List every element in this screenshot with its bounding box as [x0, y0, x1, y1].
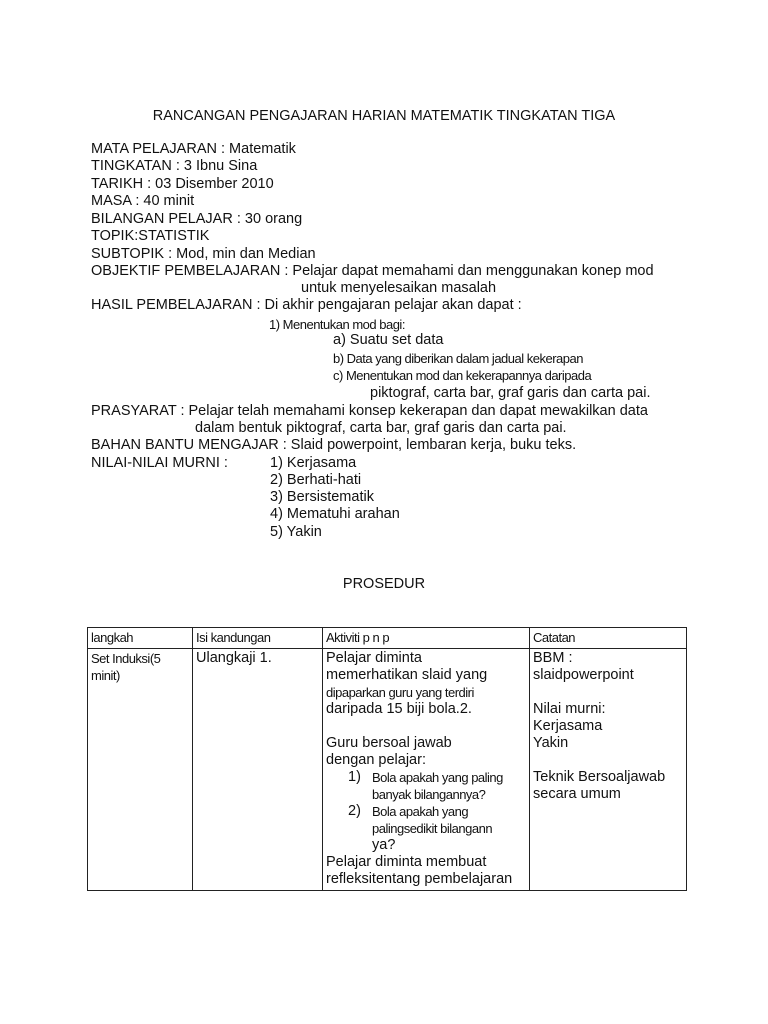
note-line: slaidpowerpoint [533, 667, 634, 683]
note-line: secara umum [533, 786, 621, 802]
prerequisite-line: PRASYARAT : Pelajar telah memahami konsep kekerapan dan dapat mewakilkan data [91, 403, 648, 419]
table-header-row [88, 628, 687, 649]
document-title: RANCANGAN PENGAJARAN HARIAN MATEMATIK TINGKATAN TIGA [152, 108, 616, 124]
question-number: 2) [348, 803, 361, 819]
outcome-item-1: 1) Menentukan mod bagi: [269, 317, 405, 332]
header-isi-kandungan: Isi kandungan [193, 628, 323, 649]
procedure-table [87, 627, 687, 891]
question-number: 1) [348, 769, 361, 785]
question-text: palingsedikit bilangann [372, 821, 493, 836]
outcome-item-1c: c) Menentukan mod dan kekerapannya daripada [333, 368, 592, 383]
cell-catatan [530, 649, 687, 891]
note-line: Teknik Bersoaljawab [533, 769, 666, 785]
activity-line: refleksitentang pembelajaran [326, 871, 513, 887]
note-line: Yakin [533, 735, 569, 751]
activity-line: daripada 15 biji bola.2. [326, 701, 472, 717]
content-text: Ulangkaji 1. [196, 650, 272, 666]
value-item-3: 3) Bersistematik [270, 489, 374, 505]
activity-line: Pelajar diminta membuat [326, 854, 487, 870]
procedure-heading: PROSEDUR [342, 576, 426, 592]
outcome-item-1b: b) Data yang diberikan dalam jadual kekerapan [333, 351, 583, 366]
cell-langkah [88, 649, 193, 891]
activity-line: memerhatikan slaid yang [326, 667, 488, 683]
outcome-line: HASIL PEMBELAJARAN : Di akhir pengajaran pelajar akan dapat : [91, 297, 522, 313]
activity-line: Pelajar diminta [326, 650, 422, 666]
duration-line: MASA : 40 minit [91, 193, 195, 209]
value-item-1: 1) Kerjasama [270, 455, 357, 471]
header-aktiviti: Aktiviti p n p [323, 628, 530, 649]
question-text: banyak bilangannya? [372, 787, 486, 802]
value-item-2: 2) Berhati-hati [270, 472, 362, 488]
note-line: Nilai murni: [533, 701, 606, 717]
question-text: ya? [372, 837, 396, 853]
header-catatan: Catatan [530, 628, 687, 649]
question-text: Bola apakah yang [372, 804, 469, 819]
value-item-4: 4) Mematuhi arahan [270, 506, 400, 522]
note-line: Kerjasama [533, 718, 603, 734]
value-item-5: 5) Yakin [270, 524, 322, 540]
objective-line: OBJEKTIF PEMBELAJARAN : Pelajar dapat memahami dan menggunakan konep mod [91, 263, 654, 279]
teaching-aids-line: BAHAN BANTU MENGAJAR : Slaid powerpoint, lembaran kerja, buku teks. [91, 437, 577, 453]
objective-continuation: untuk menyelesaikan masalah [301, 280, 497, 296]
header-langkah: langkah [88, 628, 193, 649]
activity-line: dipaparkan guru yang terdiri [326, 685, 474, 700]
activity-line: dengan pelajar: [326, 752, 426, 768]
table-row [88, 649, 687, 891]
step-name: Set Induksi(5 [91, 651, 161, 666]
subject-line: MATA PELAJARAN : Matematik [91, 141, 296, 157]
question-text: Bola apakah yang paling [372, 770, 503, 785]
date-line: TARIKH : 03 Disember 2010 [91, 176, 274, 192]
question-item-2 [326, 803, 526, 854]
cell-isi-kandungan [193, 649, 323, 891]
subtopic-line: SUBTOPIK : Mod, min dan Median [91, 246, 316, 262]
outcome-item-1c-continuation: piktograf, carta bar, graf garis dan carta pai. [370, 385, 651, 401]
prerequisite-continuation: dalam bentuk piktograf, carta bar, graf garis dan carta pai. [195, 420, 567, 436]
form-line: TINGKATAN : 3 Ibnu Sina [91, 158, 258, 174]
note-line: BBM : [533, 650, 573, 666]
cell-aktiviti [323, 649, 530, 891]
step-duration: minit) [91, 668, 120, 683]
outcome-item-1a: a) Suatu set data [333, 332, 444, 348]
student-count-line: BILANGAN PELAJAR : 30 orang [91, 211, 303, 227]
values-label: NILAI-NILAI MURNI : [91, 455, 228, 471]
topic-line: TOPIK:STATISTIK [91, 228, 210, 244]
activity-line: Guru bersoal jawab [326, 735, 452, 751]
question-item-1 [326, 769, 526, 803]
